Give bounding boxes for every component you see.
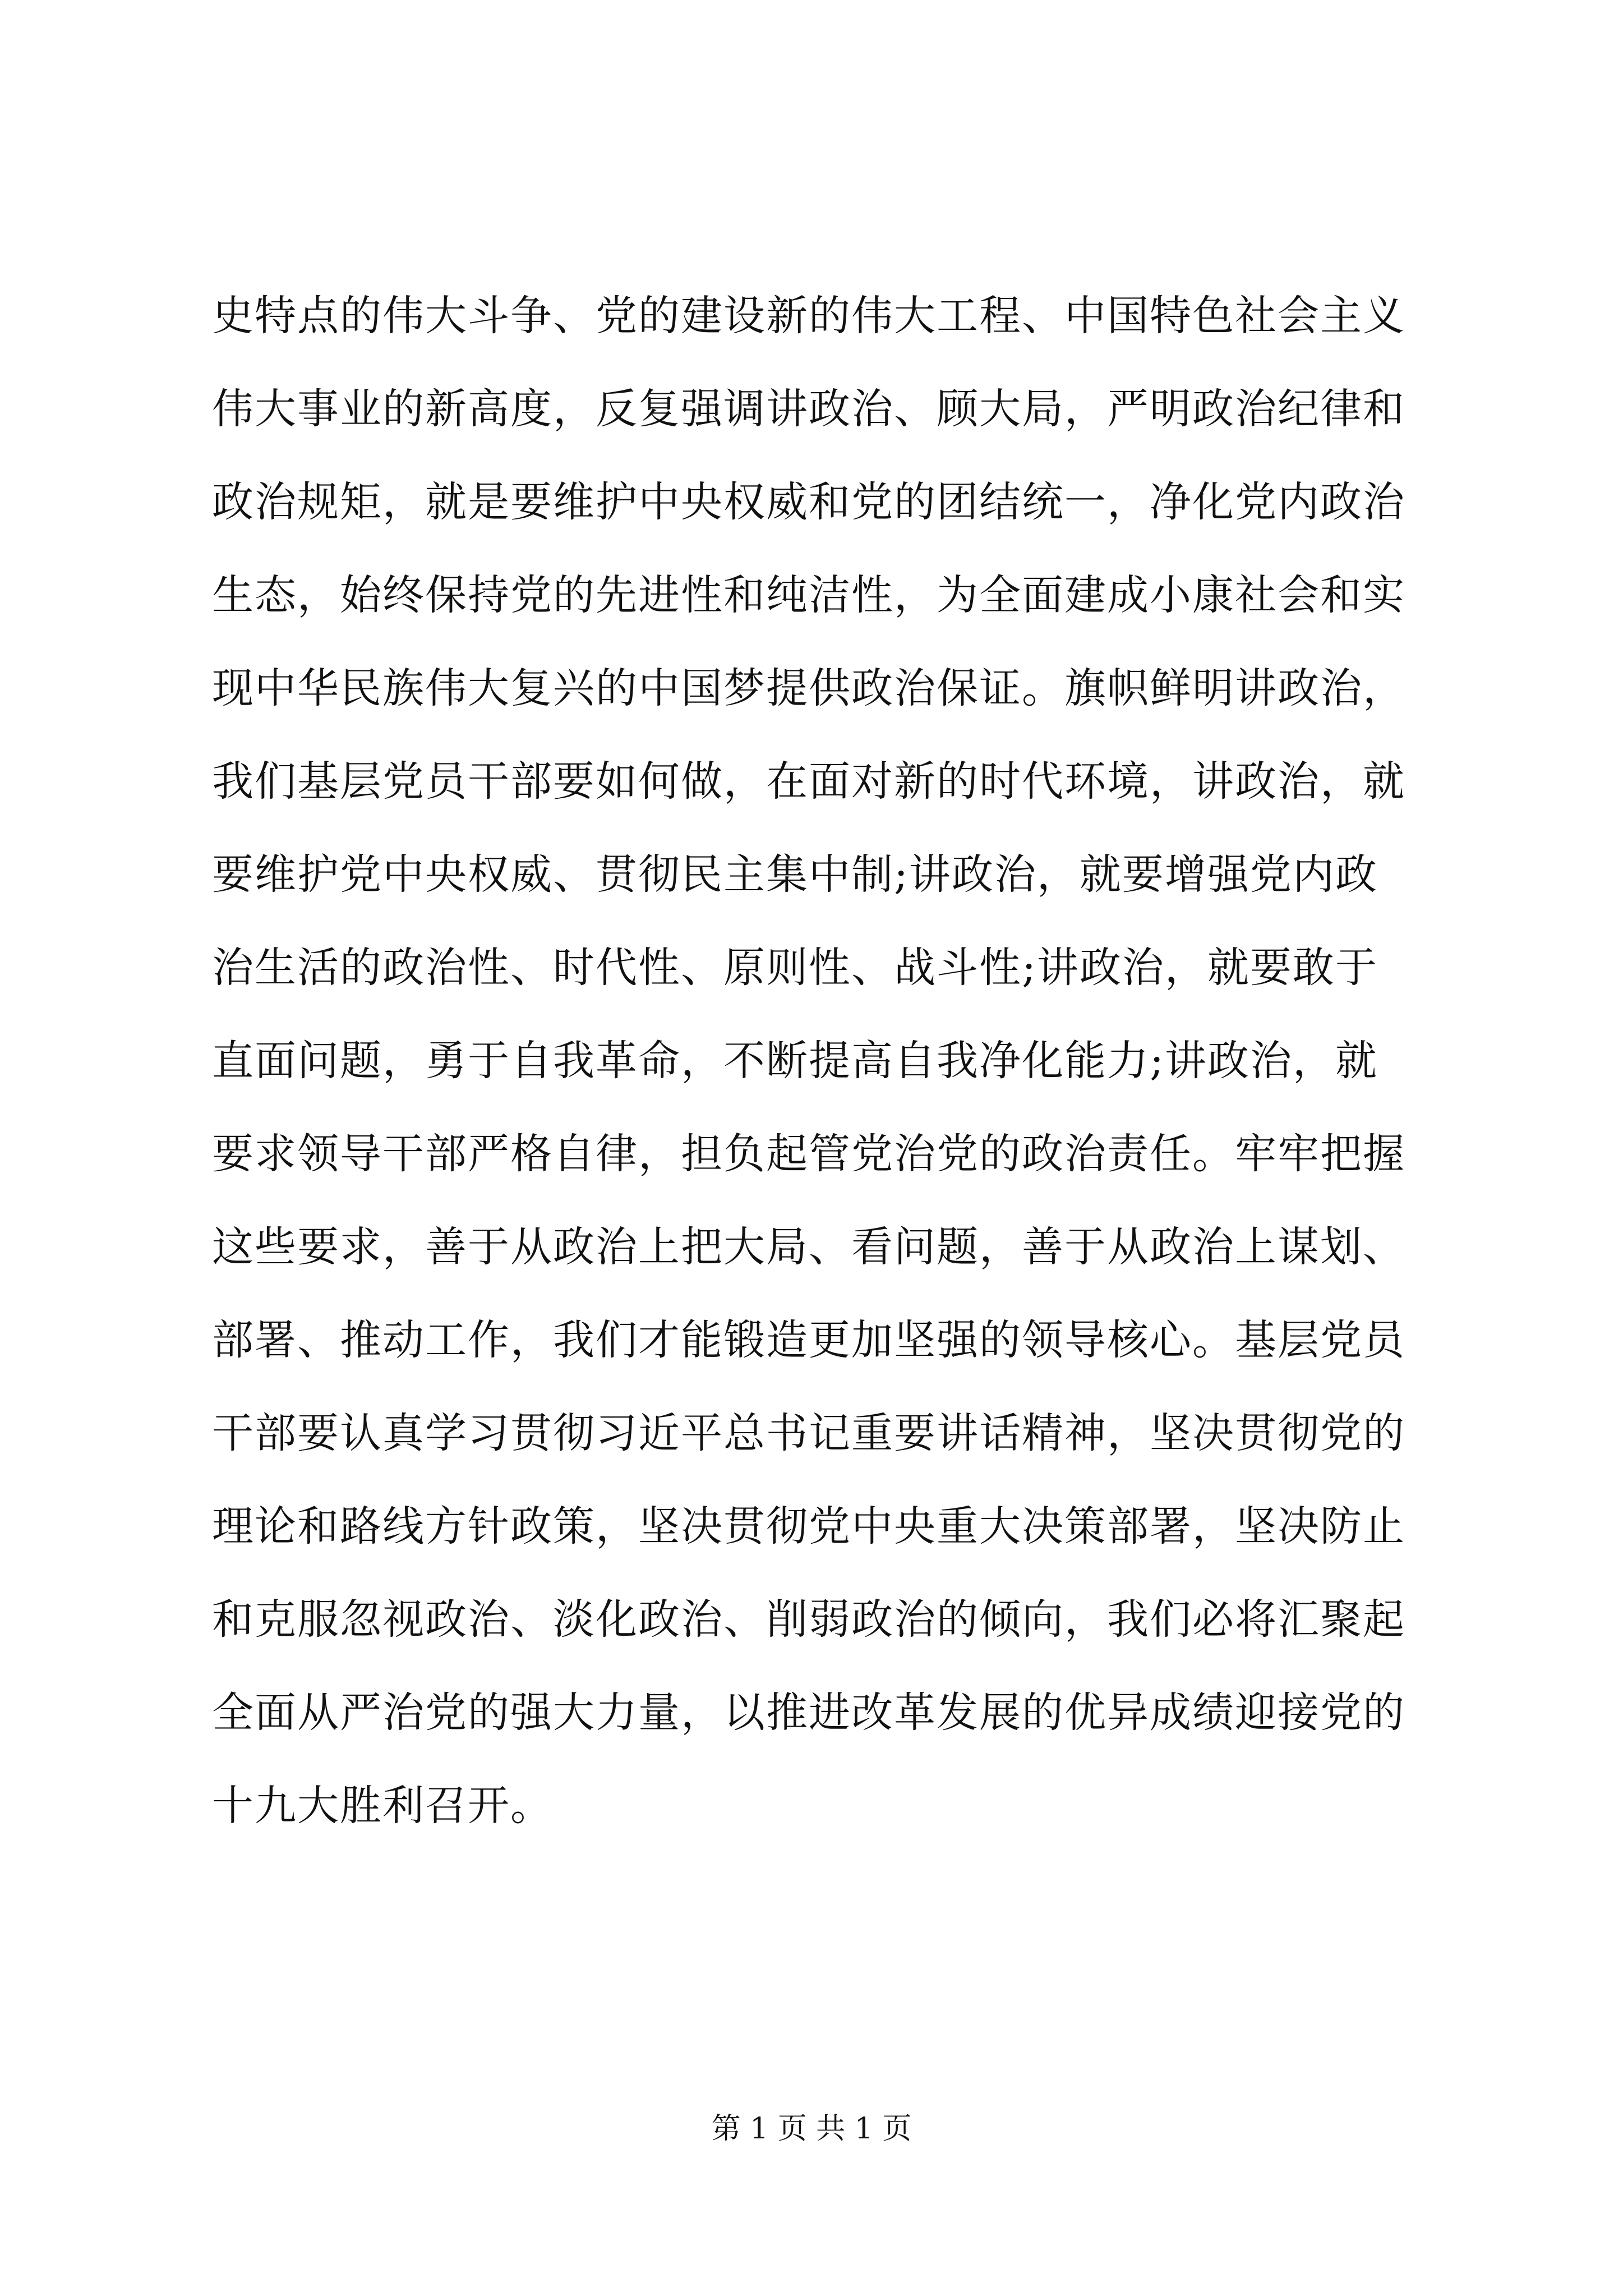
text-line: 直面问题，勇于自我革命，不断提高自我净化能力;讲政治，就 [212, 1037, 1378, 1085]
text-line: 十九大胜利召开。 [212, 1782, 553, 1830]
text-line: 干部要认真学习贯彻习近平总书记重要讲话精神，坚决贯彻党的 [212, 1409, 1405, 1457]
text-line: 要求领导干部严格自律，担负起管党治党的政治责任。牢牢把握 [212, 1130, 1405, 1178]
text-line: 我们基层党员干部要如何做，在面对新的时代环境，讲政治，就 [212, 757, 1405, 806]
text-line: 生态，始终保持党的先进性和纯洁性，为全面建成小康社会和实 [212, 571, 1405, 619]
text-line: 理论和路线方针政策，坚决贯彻党中央重大决策部署，坚决防止 [212, 1502, 1405, 1550]
text-line: 政治规矩，就是要维护中央权威和党的团结统一，净化党内政治 [212, 478, 1405, 526]
text-line: 治生活的政治性、时代性、原则性、战斗性;讲政治，就要敢于 [212, 944, 1378, 992]
text-line: 部署、推动工作，我们才能锻造更加坚强的领导核心。基层党员 [212, 1316, 1405, 1364]
text-line: 全面从严治党的强大力量，以推进改革发展的优异成绩迎接党的 [212, 1688, 1405, 1737]
page-number-footer: 第 1 页 共 1 页 [711, 2112, 912, 2146]
text-line: 这些要求，善于从政治上把大局、看问题，善于从政治上谋划、 [212, 1223, 1405, 1271]
text-line: 要维护党中央权威、贯彻民主集中制;讲政治，就要增强党内政 [212, 850, 1378, 899]
text-line: 现中华民族伟大复兴的中国梦提供政治保证。旗帜鲜明讲政治， [212, 664, 1405, 712]
text-line: 史特点的伟大斗争、党的建设新的伟大工程、中国特色社会主义 [212, 292, 1405, 340]
text-line: 和克服忽视政治、淡化政治、削弱政治的倾向，我们必将汇聚起 [212, 1595, 1405, 1644]
text-line: 伟大事业的新高度，反复强调讲政治、顾大局，严明政治纪律和 [212, 385, 1405, 433]
body-paragraph [212, 269, 1423, 1852]
